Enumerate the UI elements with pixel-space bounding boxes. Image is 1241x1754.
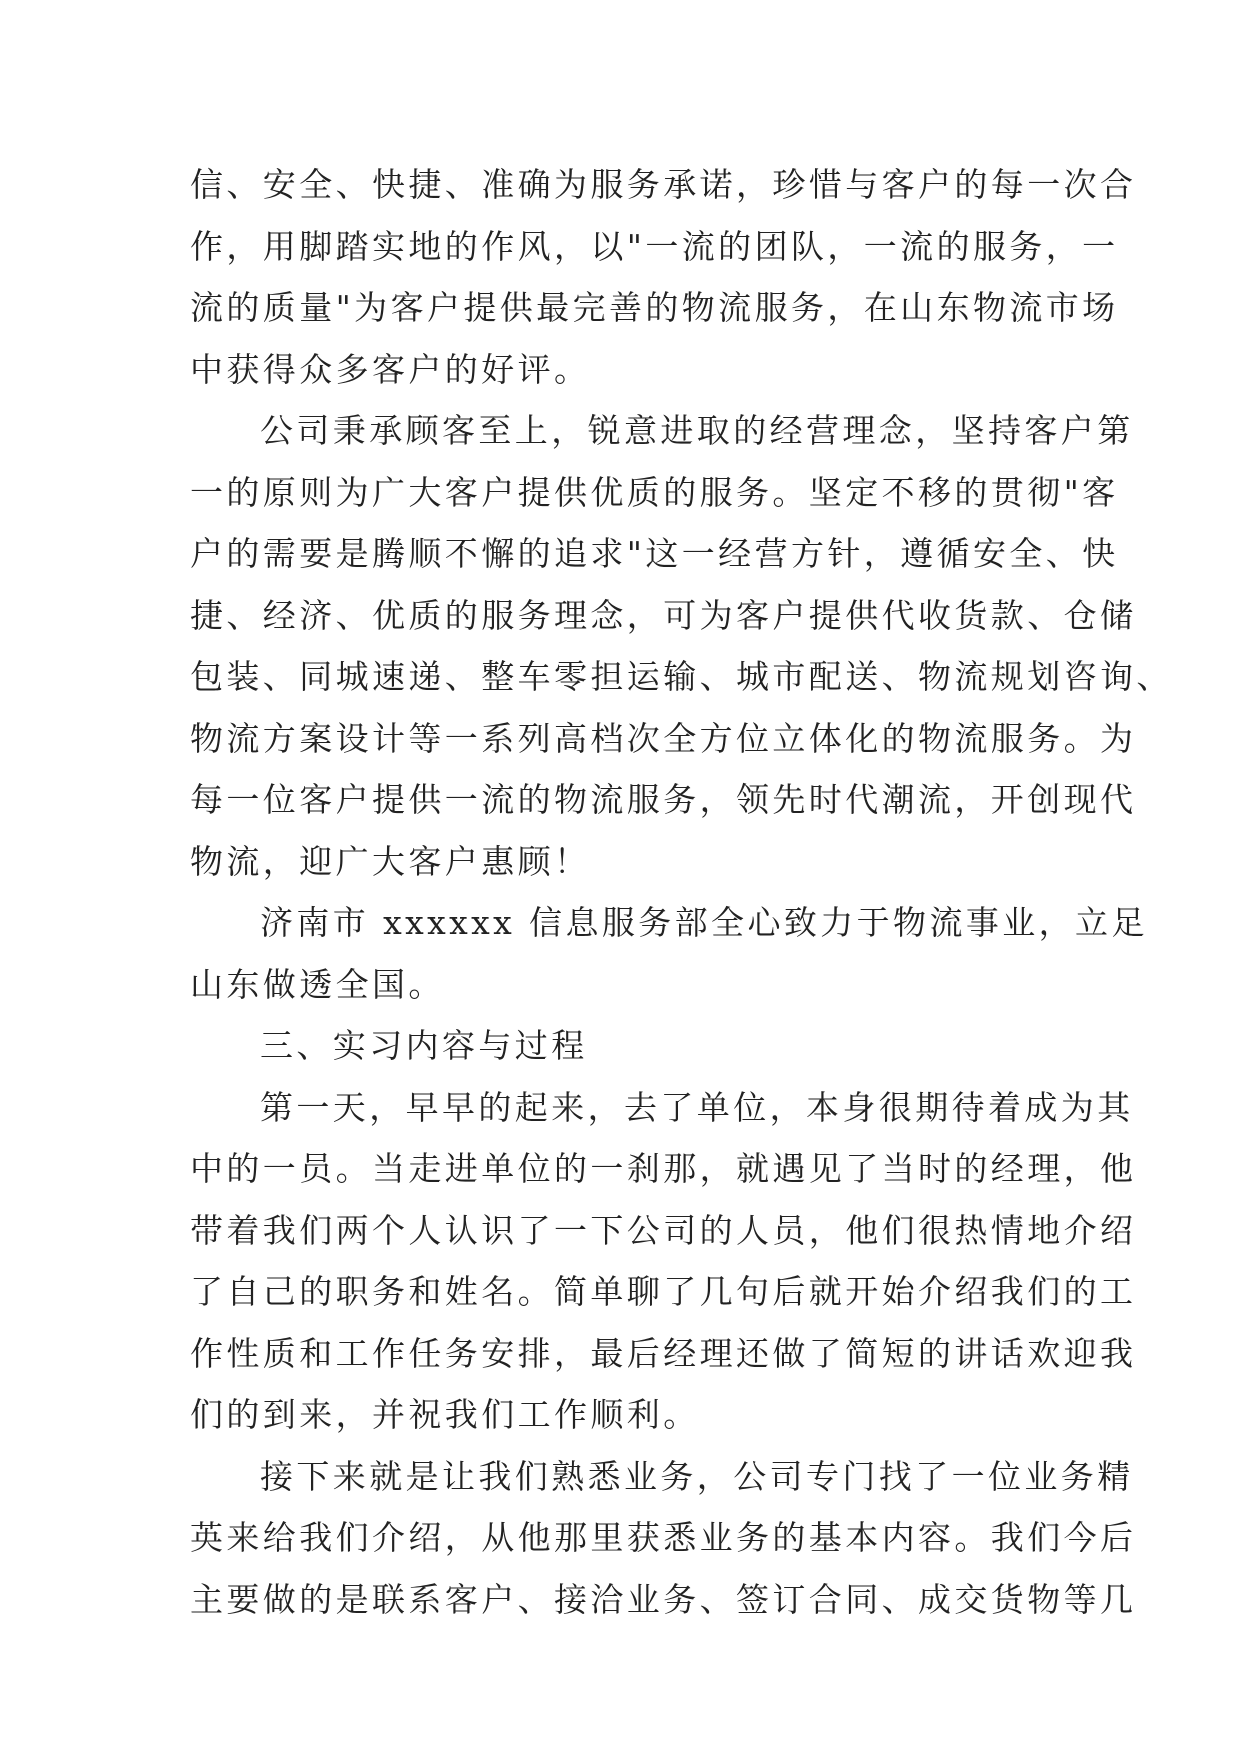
paragraph-first-line: 第一天，早早的起来，去了单位，本身很期待着成为其 <box>260 1087 1134 1127</box>
text-line: 作，用脚踏实地的作风，以"一流的团队，一流的服务，一 <box>190 226 1119 266</box>
paragraph-first-line: 接下来就是让我们熟悉业务，公司专门找了一位业务精 <box>260 1456 1134 1496</box>
text-line: 一的原则为广大客户提供优质的服务。坚定不移的贯彻"客 <box>190 472 1119 512</box>
paragraph-first-line: 济南市 xxxxxx 信息服务部全心致力于物流事业，立足 <box>260 903 1148 942</box>
text-line: 物流方案设计等一系列高档次全方位立体化的物流服务。为 <box>190 718 1137 758</box>
text-line: 们的到来，并祝我们工作顺利。 <box>190 1395 700 1434</box>
body-text <box>190 154 1173 1630</box>
section-heading: 三、实习内容与过程 <box>260 1026 588 1065</box>
text-line: 中获得众多客户的好评。 <box>190 349 591 389</box>
text-line: 每一位客户提供一流的物流服务，领先时代潮流，开创现代 <box>190 780 1137 819</box>
text-line: 山东做透全国。 <box>190 964 445 1004</box>
text-line: 作性质和工作任务安排，最后经理还做了简短的讲话欢迎我 <box>190 1333 1137 1373</box>
text-line: 包装、同城速递、整车零担运输、城市配送、物流规划咨询、 <box>190 657 1173 696</box>
text-line: 物流，迎广大客户惠顾！ <box>190 841 591 881</box>
text-line: 带着我们两个人认识了一下公司的人员，他们很热情地介绍 <box>190 1210 1137 1250</box>
text-line: 主要做的是联系客户、接洽业务、签订合同、成交货物等几 <box>190 1579 1137 1619</box>
text-line: 中的一员。当走进单位的一刹那，就遇见了当时的经理，他 <box>190 1149 1137 1188</box>
paragraph-first-line: 公司秉承顾客至上，锐意进取的经营理念，坚持客户第 <box>260 411 1134 450</box>
text-line: 捷、经济、优质的服务理念，可为客户提供代收货款、仓储 <box>190 595 1137 635</box>
text-line: 了自己的职务和姓名。简单聊了几句后就开始介绍我们的工 <box>190 1272 1137 1311</box>
text-line: 户的需要是腾顺不懈的追求"这一经营方针，遵循安全、快 <box>190 534 1119 573</box>
text-line: 流的质量"为客户提供最完善的物流服务，在山东物流市场 <box>190 288 1119 327</box>
text-line: 信、安全、快捷、准确为服务承诺，珍惜与客户的每一次合 <box>190 165 1137 204</box>
text-line: 英来给我们介绍，从他那里获悉业务的基本内容。我们今后 <box>190 1518 1137 1557</box>
